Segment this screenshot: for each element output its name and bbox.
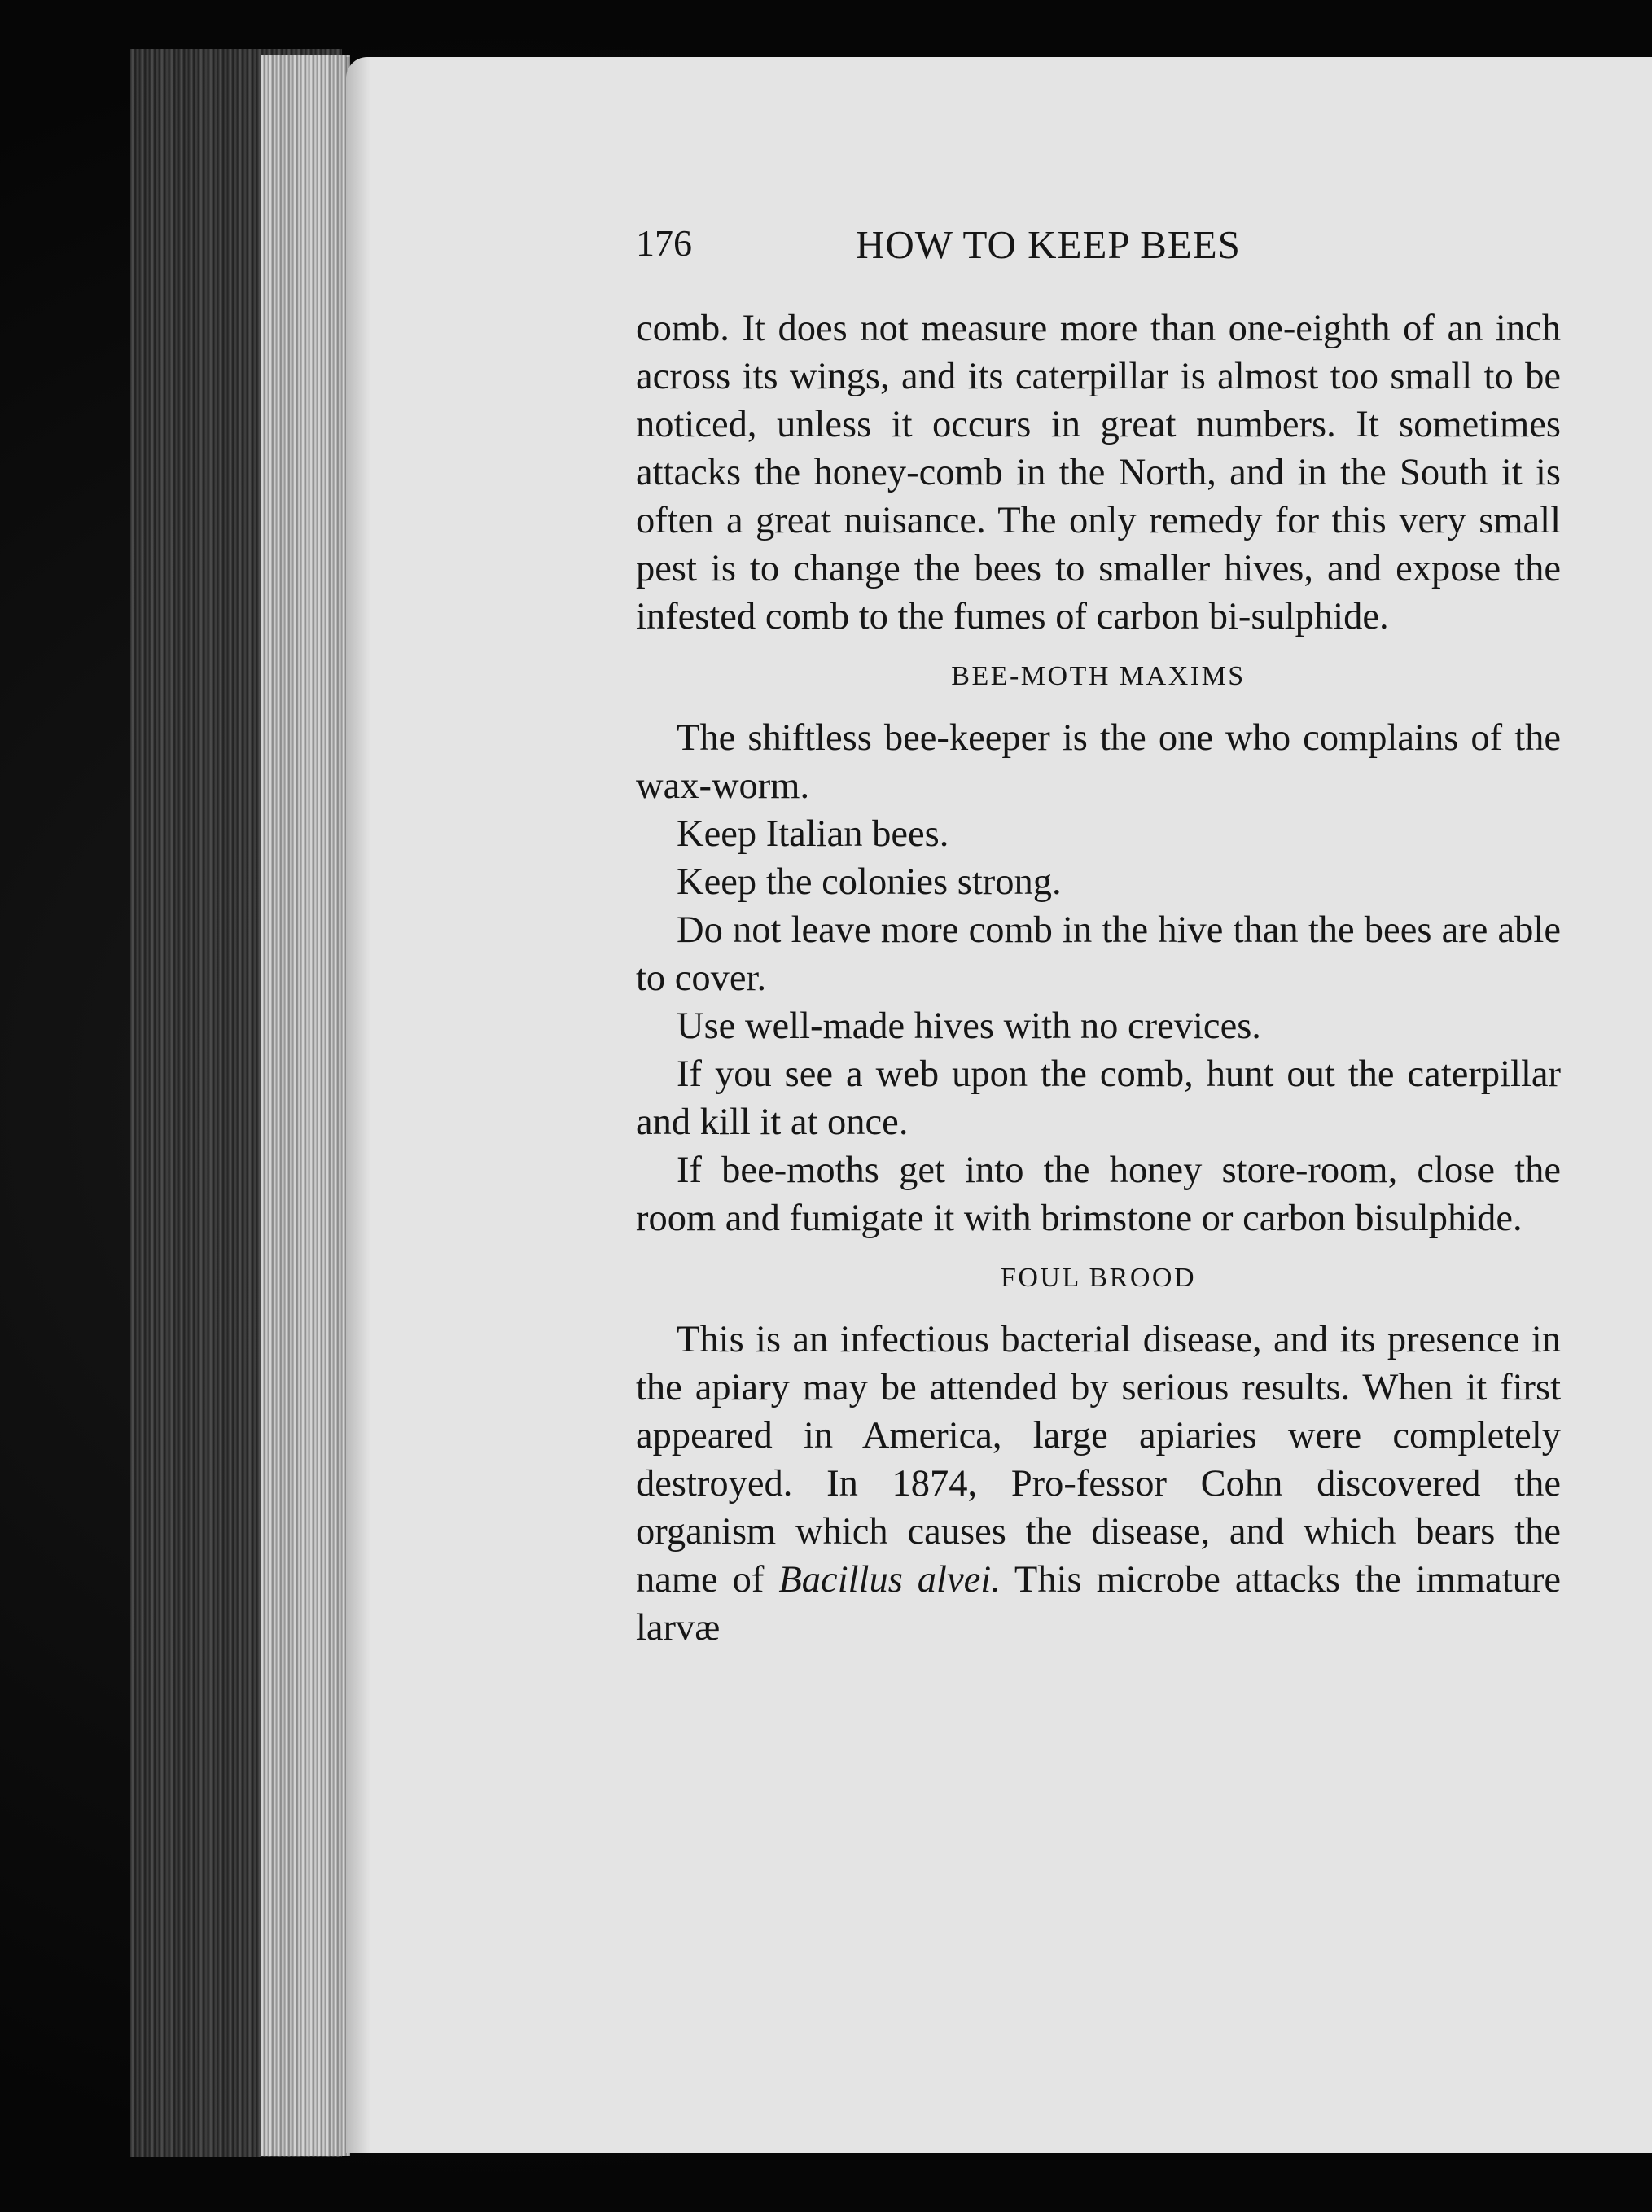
maxim-item: Do not leave more comb in the hive than the bees are able to cover. [636, 909, 1561, 999]
page-content [636, 213, 1561, 1652]
body-text [636, 304, 1561, 1652]
foul-brood-paragraph [636, 1316, 1561, 1652]
book-title: HOW TO KEEP BEES [856, 222, 1241, 267]
maxim-item: Keep the colonies strong. [677, 861, 1062, 903]
maxim-item: If bee-moths get into the honey store-room, close the room and fumigate it with brimstone or carbon bisulphide. [636, 1150, 1561, 1239]
maxims-list [636, 714, 1561, 1242]
section-heading-bee-moth-maxims: BEE-MOTH MAXIMS [951, 661, 1246, 691]
maxim-item: The shiftless bee-keeper is the one who complains of the wax-worm. [636, 717, 1561, 807]
page-number: 176 [636, 222, 692, 264]
maxim-item: Use well-made hives with no crevices. [677, 1005, 1261, 1047]
running-head [636, 213, 1561, 278]
bacillus-name: Bacillus alvei. [778, 1559, 1001, 1601]
section-heading-foul-brood: FOUL BROOD [1000, 1263, 1197, 1293]
page-edges [261, 55, 350, 2156]
foul-brood-text-part2: This microbe attacks the immature larvæ [636, 1559, 1561, 1649]
maxim-item: If you see a web upon the comb, hunt out the caterpillar and kill it at once. [636, 1053, 1561, 1143]
foul-brood-text-part1: This is an infectious bacterial disease, and its presence in the apiary may be attended by serious results. When it first appeared in America, large apiaries were completely destroyed. In 1874, Pro-fessor Cohn discovered the organism which causes the disease, and which bears the name of [636, 1319, 1561, 1601]
maxim-item: Keep Italian bees. [677, 813, 949, 855]
intro-paragraph: comb. It does not measure more than one-eighth of an inch across its wings, and its caterpillar is almost too small to be noticed, unless it occurs in great numbers. It sometimes attacks the honey-comb in the North, and in the South it is often a great nuisance. The only remedy for this very small pest is to change the bees to smaller hives, and expose the infested comb to the fumes of carbon bi-sulphide. [636, 308, 1561, 637]
